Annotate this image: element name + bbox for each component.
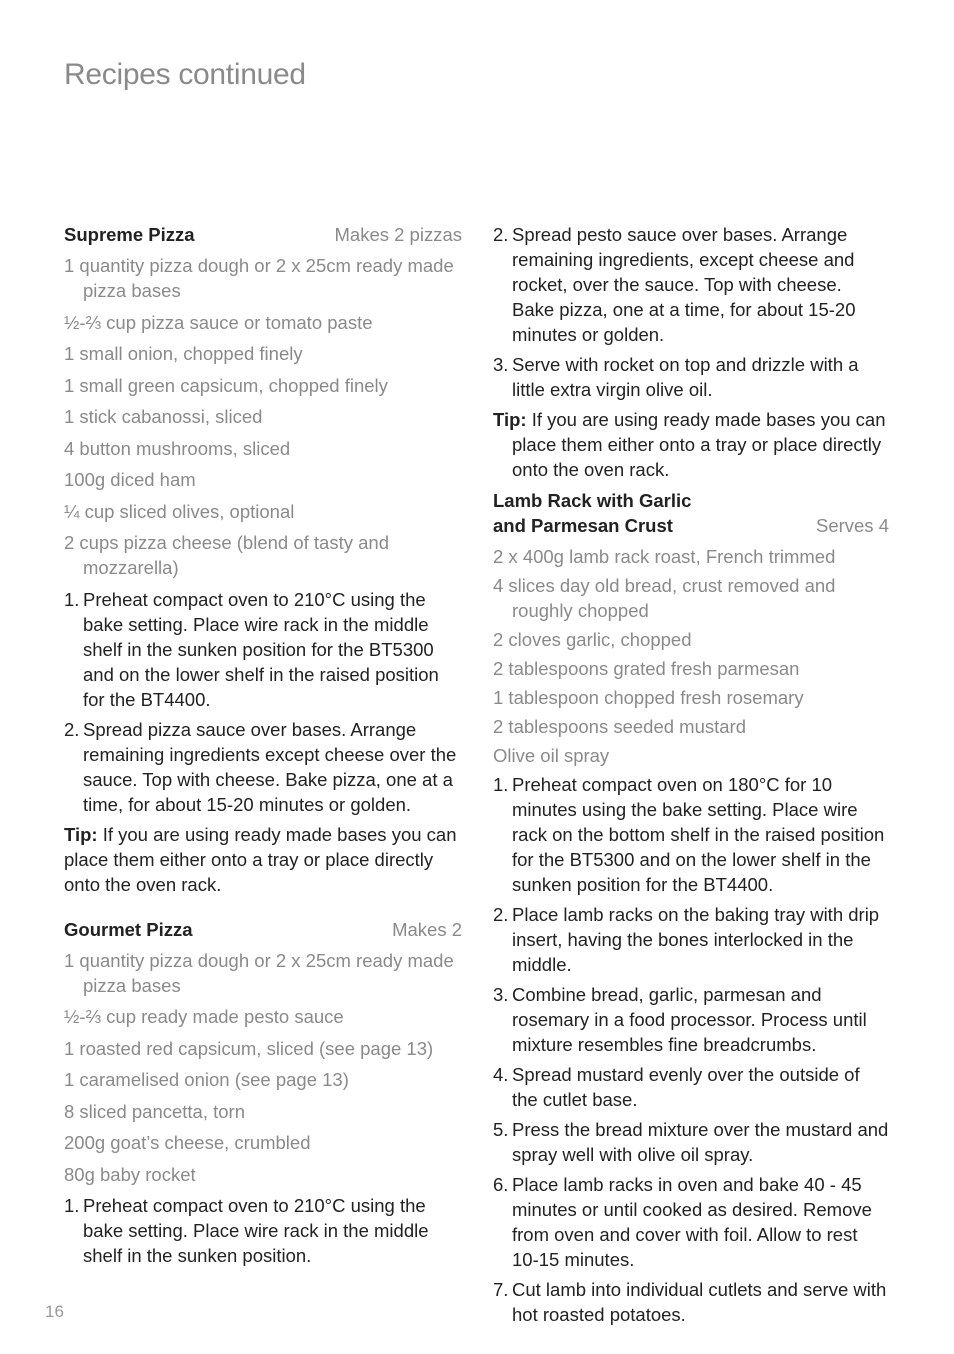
recipe-lamb-rack	[493, 488, 889, 1327]
step-number: 2.	[493, 904, 509, 925]
tip-label: Tip:	[493, 409, 527, 430]
recipe-yield: Serves 4	[815, 515, 889, 536]
ingredient-item: 1 stick cabanossi, sliced	[64, 406, 263, 427]
step-number: 4.	[493, 1064, 509, 1085]
method-step	[493, 1062, 889, 1112]
step-text: Preheat compact oven on 180°C for 10 minutes using the bake setting. Place wire rack on the bottom shelf in the raised position for the BT5300 and on the lower shelf in the sunken position for the BT4400.	[512, 774, 885, 895]
method-step	[493, 1172, 889, 1272]
method-steps	[493, 772, 889, 1327]
ingredient-item: 1 small onion, chopped finely	[64, 343, 303, 364]
method-step	[64, 717, 462, 817]
step-number: 7.	[493, 1279, 509, 1300]
recipe-gourmet-pizza	[64, 917, 462, 1269]
ingredient-item: 1 quantity pizza dough or 2 x 25cm ready made pizza bases	[64, 949, 454, 996]
ingredient-item: 200g goat’s cheese, crumbled	[64, 1132, 311, 1153]
left-column	[64, 222, 462, 1273]
ingredient-item: 1 small green capsicum, chopped finely	[64, 374, 388, 396]
method-steps	[493, 222, 889, 402]
method-step	[493, 772, 889, 897]
recipe-name: Gourmet Pizza	[64, 918, 193, 940]
method-step	[493, 982, 889, 1057]
ingredient-list	[64, 948, 462, 1187]
step-number: 1.	[493, 774, 509, 795]
ingredient-item: 1 caramelised onion (see page 13)	[64, 1069, 349, 1090]
method-step	[64, 1193, 462, 1268]
method-step	[493, 1117, 889, 1167]
ingredient-item: 1 roasted red capsicum, sliced (see page 13)	[64, 1037, 434, 1059]
recipe-tip	[64, 822, 462, 897]
ingredient-list	[493, 544, 889, 768]
ingredient-item: 2 x 400g lamb rack roast, French trimmed	[493, 546, 836, 567]
ingredient-item: 100g diced ham	[64, 469, 196, 490]
method-step	[64, 587, 462, 712]
recipe-gourmet-pizza-continued	[493, 222, 889, 482]
step-text: Place lamb racks in oven and bake 40 - 45 minutes or until cooked as desired. Remove from oven and cover with foil. Allow to rest 10-15 minutes.	[512, 1174, 872, 1270]
step-number: 5.	[493, 1119, 509, 1140]
ingredient-item: 2 tablespoons grated fresh parmesan	[493, 658, 800, 679]
recipe-header	[64, 917, 462, 942]
recipe-tip	[493, 407, 889, 482]
recipe-header	[493, 513, 889, 538]
step-number: 1.	[64, 1195, 80, 1216]
method-step	[493, 902, 889, 977]
ingredient-item: 1 quantity pizza dough or 2 x 25cm ready made pizza bases	[64, 255, 454, 301]
ingredient-item: ½-⅔ cup pizza sauce or tomato paste	[64, 311, 373, 333]
step-text: Combine bread, garlic, parmesan and rosemary in a food processor. Process until mixture resembles fine breadcrumbs.	[512, 984, 867, 1055]
recipe-yield: Makes 2	[392, 918, 462, 940]
ingredient-item: 1 tablespoon chopped fresh rosemary	[493, 687, 804, 708]
ingredient-item: 2 tablespoons seeded mustard	[493, 716, 747, 737]
step-text: Cut lamb into individual cutlets and serve with hot roasted potatoes.	[512, 1279, 887, 1325]
step-number: 2.	[493, 224, 509, 245]
ingredient-item: 4 slices day old bread, crust removed and roughly chopped	[493, 575, 836, 621]
step-text: Preheat compact oven to 210°C using the bake setting. Place wire rack in the middle shelf in the sunken position.	[83, 1195, 429, 1266]
recipe-name: Lamb Rack with Garlic	[493, 490, 692, 511]
method-steps	[64, 587, 462, 817]
ingredient-item: 8 sliced pancetta, torn	[64, 1100, 245, 1122]
ingredient-item: Olive oil spray	[493, 745, 610, 766]
method-step	[493, 1277, 889, 1327]
step-text: Spread pesto sauce over bases. Arrange remaining ingredients, except cheese and rocket, over the sauce. Top with cheese. Bake pizza, one at a time, for about 15-20 minutes or golden.	[512, 224, 856, 345]
tip-label: Tip:	[64, 823, 98, 845]
method-step	[493, 352, 889, 402]
ingredient-item: 4 button mushrooms, sliced	[64, 437, 291, 459]
ingredient-item: 80g baby rocket	[64, 1163, 196, 1185]
step-number: 1.	[64, 588, 80, 610]
ingredient-list	[64, 253, 462, 580]
ingredient-item: ¼ cup sliced olives, optional	[64, 500, 295, 522]
recipe-header	[64, 222, 462, 247]
step-text: Spread pizza sauce over bases. Arrange remaining ingredients except cheese over the sauce. Top with cheese. Bake pizza, one at a time, for about 15-20 minutes or golden.	[83, 718, 457, 815]
method-steps	[64, 1193, 462, 1268]
step-number: 6.	[493, 1174, 509, 1195]
step-text: Serve with rocket on top and drizzle with a little extra virgin olive oil.	[512, 354, 859, 400]
step-text: Place lamb racks on the baking tray with drip insert, having the bones interlocked in the middle.	[512, 904, 880, 975]
recipe-name: Supreme Pizza	[64, 224, 195, 245]
step-number: 2.	[64, 718, 80, 740]
step-text: Spread mustard evenly over the outside of the cutlet base.	[512, 1064, 860, 1110]
section-spacer	[64, 903, 462, 917]
step-number: 3.	[493, 984, 509, 1005]
tip-text: If you are using ready made bases you can place them either onto a tray or place directly onto the oven rack.	[64, 823, 457, 895]
tip-text: If you are using ready made bases you can place them either onto a tray or place directly onto the oven rack.	[512, 409, 886, 480]
ingredient-item: 2 cups pizza cheese (blend of tasty and mozzarella)	[64, 532, 389, 578]
right-column	[493, 222, 889, 1332]
ingredient-item: 2 cloves garlic, chopped	[493, 629, 692, 650]
page-number: 16	[45, 1302, 64, 1321]
method-step	[493, 222, 889, 347]
step-text: Press the bread mixture over the mustard and spray well with olive oil spray.	[512, 1119, 889, 1165]
step-number: 3.	[493, 354, 509, 375]
page-title: Recipes continued	[64, 58, 306, 91]
recipe-yield: Makes 2 pizzas	[334, 224, 462, 245]
recipe-name-line2: and Parmesan Crust	[493, 515, 673, 536]
ingredient-item: ½-⅔ cup ready made pesto sauce	[64, 1006, 344, 1027]
recipe-supreme-pizza	[64, 222, 462, 897]
step-text: Preheat compact oven to 210°C using the bake setting. Place wire rack in the middle shelf in the sunken position for the BT5300 and on the lower shelf in the raised position for the BT4400.	[83, 588, 439, 710]
